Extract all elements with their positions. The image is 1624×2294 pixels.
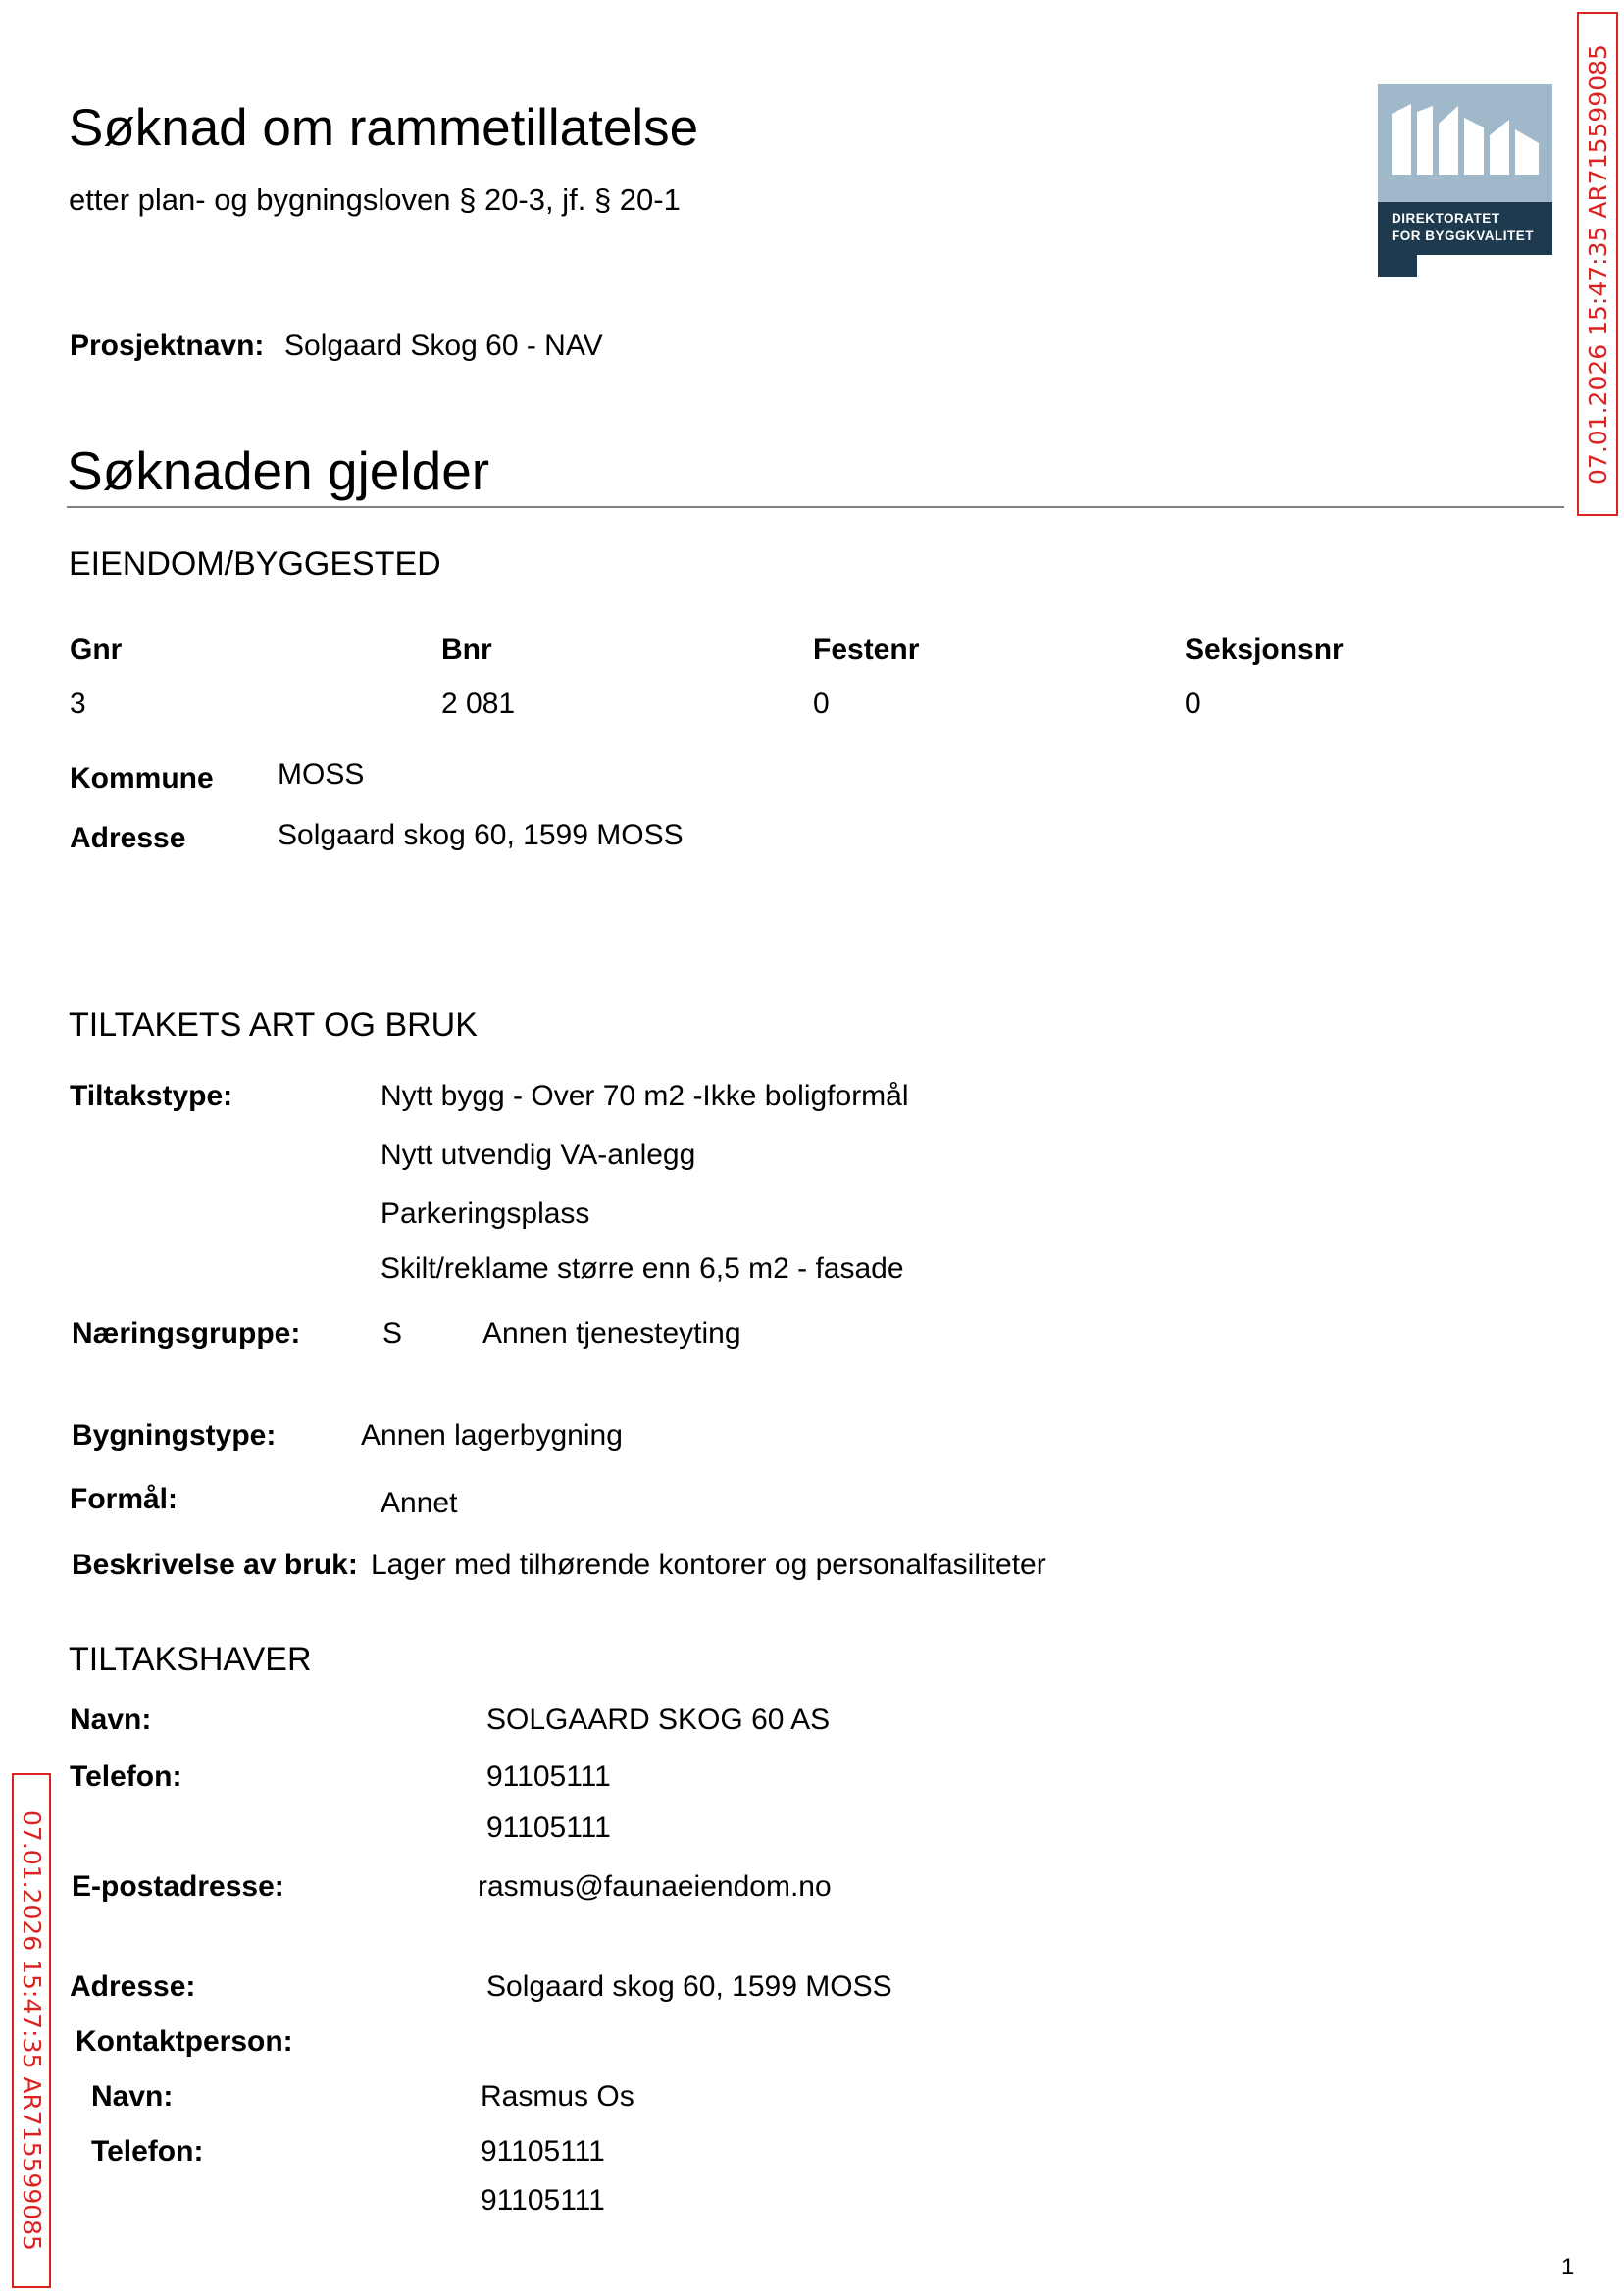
kommune-label: Kommune [70,762,214,794]
page-title: Søknad om rammetillatelse [69,99,699,157]
tiltakshaver-telefon-value: 91105111 [486,1811,611,1844]
archive-stamp-top [1577,12,1618,516]
tiltakstype-item: Nytt bygg - Over 70 m2 -Ikke boligformål [381,1080,909,1112]
tiltakshaver-telefon-label: Telefon: [70,1760,182,1793]
page-number: 1 [1561,2254,1575,2280]
tiltakshaver-epost-value: rasmus@faunaeiendom.no [478,1870,832,1903]
tiltakshaver-navn-value: SOLGAARD SKOG 60 AS [486,1704,831,1736]
value-seksjonsnr: 0 [1185,688,1201,720]
adresse-label: Adresse [70,822,186,854]
kontaktperson-telefon-value: 91105111 [481,2135,605,2167]
stamp-text: 07.01.2026 15:47:35 AR715599085 [17,1810,46,2251]
beskrivelse-value: Lager med tilhørende kontorer og personalfasiliteter [371,1549,1046,1581]
tiltakstype-item: Parkeringsplass [381,1198,590,1230]
col-header-seksjonsnr: Seksjonsnr [1185,634,1344,666]
naeringsgruppe-value: Annen tjenesteyting [482,1317,741,1350]
project-name-label: Prosjektnavn: [70,330,265,362]
kontaktperson-telefon-value: 91105111 [481,2184,605,2217]
col-header-bnr: Bnr [441,634,492,666]
section-title: Søknaden gjelder [67,440,490,501]
page-subtitle: etter plan- og bygningsloven § 20-3, jf. § 20-1 [69,182,681,217]
tiltakstype-label: Tiltakstype: [70,1080,233,1112]
beskrivelse-label: Beskrivelse av bruk: [72,1549,358,1581]
eiendom-heading: EIENDOM/BYGGESTED [69,545,441,583]
kontaktperson-telefon-label: Telefon: [91,2135,204,2167]
tiltakshaver-navn-label: Navn: [70,1704,152,1736]
formaal-label: Formål: [70,1483,178,1515]
naeringsgruppe-label: Næringsgruppe: [72,1317,301,1350]
kontaktperson-navn-label: Navn: [91,2080,174,2113]
tiltakshaver-epost-label: E-postadresse: [72,1870,284,1903]
tiltakstype-item: Nytt utvendig VA-anlegg [381,1139,696,1171]
adresse-value: Solgaard skog 60, 1599 MOSS [278,819,684,851]
stamp-text: 07.01.2026 15:47:35 AR715599085 [1583,43,1612,484]
tiltakshaver-heading: TILTAKSHAVER [69,1641,312,1678]
tiltakshaver-telefon-value: 91105111 [486,1760,611,1793]
logo-text-line2: FOR BYGGKVALITET [1392,229,1534,243]
col-header-gnr: Gnr [70,634,123,666]
bygningstype-label: Bygningstype: [72,1419,277,1452]
naeringsgruppe-code: S [382,1317,403,1350]
formaal-value: Annet [381,1487,458,1519]
bygningstype-value: Annen lagerbygning [361,1419,623,1452]
project-name-value: Solgaard Skog 60 - NAV [284,330,603,362]
value-gnr: 3 [70,688,86,720]
tiltak-heading: TILTAKETS ART OG BRUK [69,1006,478,1044]
archive-stamp-bottom [12,1773,51,2288]
section-divider [67,506,1564,508]
value-bnr: 2 081 [441,688,516,720]
logo-text-line1: DIREKTORATET [1392,211,1500,226]
kommune-value: MOSS [278,758,365,790]
tiltakshaver-adresse-value: Solgaard skog 60, 1599 MOSS [486,1970,892,2003]
tiltakshaver-adresse-label: Adresse: [70,1970,196,2003]
dibk-logo-graphic [1378,84,1552,277]
dibk-logo [1378,84,1552,277]
kontaktperson-label: Kontaktperson: [76,2025,293,2058]
kontaktperson-navn-value: Rasmus Os [481,2080,634,2113]
tiltakstype-item: Skilt/reklame større enn 6,5 m2 - fasade [381,1252,904,1285]
value-festenr: 0 [813,688,830,720]
col-header-festenr: Festenr [813,634,920,666]
